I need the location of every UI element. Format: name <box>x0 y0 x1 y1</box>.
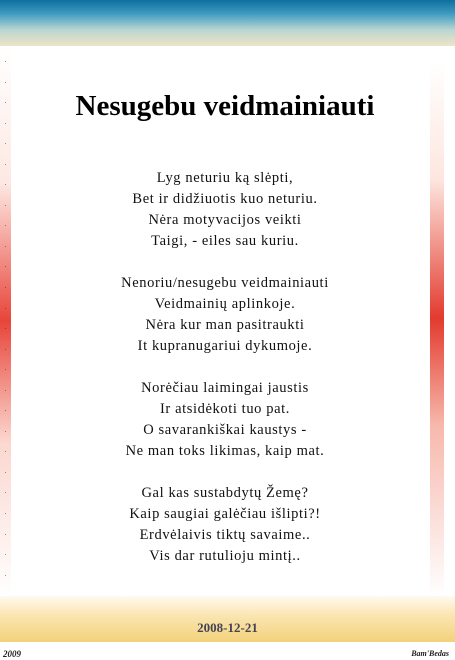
poem-line: Erdvėlaivis tiktų savaime.. <box>139 527 311 543</box>
stanza <box>0 378 450 462</box>
poem-line: Ne man toks likimas, kaip mat. <box>125 443 325 459</box>
poem-line: Nėra motyvacijos veikti <box>148 212 302 228</box>
author-signature: Bam'Bedas <box>411 649 449 658</box>
stanza <box>0 168 450 252</box>
poem-title: Nesugebu veidmainiauti <box>75 90 375 122</box>
poem-line: Gal kas sustabdytų Žemę? <box>141 485 309 501</box>
poem-line: Lyg neturiu ką slėpti, <box>156 170 294 186</box>
poem-line: Ir atsidėkoti tuo pat. <box>160 401 290 417</box>
poem-line: Kaip saugiai galėčiau išlipti?! <box>129 506 321 522</box>
left-strip-marks: · · · · · · · · · · · · · · · · · · · · · · · · · · <box>4 59 7 580</box>
stanza <box>0 483 450 567</box>
poem-line: Bet ir didžiuotis kuo neturiu. <box>132 191 318 207</box>
poem-body <box>0 168 450 588</box>
footer-year: 2009 <box>3 649 21 659</box>
poem-line: Nėra kur man pasitraukti <box>145 317 305 333</box>
poem-line: Vis dar rutulioju mintį.. <box>149 548 301 564</box>
poem-line: Taigi, - eiles sau kuriu. <box>151 233 299 249</box>
poem-line: Nenoriu/nesugebu veidmainiauti <box>121 275 329 291</box>
poem-line: It kupranugariui dykumoje. <box>137 338 313 354</box>
stanza <box>0 273 450 357</box>
poem-line: O savarankiškai kaustys - <box>143 422 307 438</box>
poem-line: Veidmainių aplinkoje. <box>154 296 296 312</box>
top-decorative-band <box>0 0 455 46</box>
poem-date: 2008-12-21 <box>197 620 258 635</box>
poem-line: Norėčiau laimingai jaustis <box>141 380 309 396</box>
